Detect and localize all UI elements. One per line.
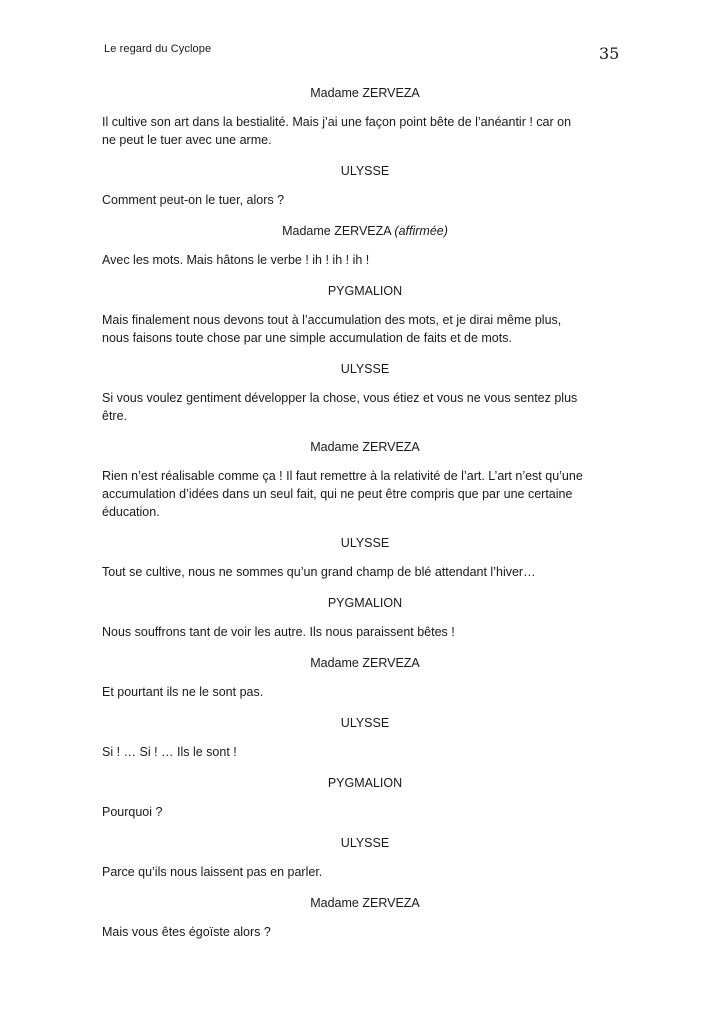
line-text: Mais vous êtes égoïste alors ?: [102, 925, 271, 939]
line-text: Avec les mots. Mais hâtons le verbe ! ih ! ih ! ih !: [102, 253, 370, 267]
dialogue-line: [102, 803, 602, 821]
speaker-name: [102, 895, 622, 912]
dialogue-entry: [102, 895, 622, 941]
dialogue-line: [102, 863, 602, 881]
line-text: Nous souffrons tant de voir les autre. Ils nous paraissent bêtes !: [102, 625, 455, 639]
dialogue-entry: [102, 283, 622, 347]
line-text: Comment peut-on le tuer, alors ?: [102, 193, 285, 207]
dialogue-line: [102, 467, 602, 521]
speaker-name: [102, 439, 622, 456]
dialogue-line: [102, 743, 602, 761]
speaker-label: Madame ZERVEZA: [310, 86, 420, 100]
dialogue-entry: [102, 835, 622, 881]
dialogue-entry: [102, 163, 622, 209]
dialogue-entry: [102, 775, 622, 821]
dialogue-body: [102, 85, 622, 955]
speaker-label: Madame ZERVEZA: [282, 224, 391, 238]
speaker-name: [102, 835, 622, 852]
running-title: Le regard du Cyclope: [104, 43, 212, 55]
speaker-name: [102, 163, 622, 180]
speaker-label: PYGMALION: [327, 776, 403, 790]
speaker-name: [102, 223, 622, 240]
line-text: Parce qu’ils nous laissent pas en parler.: [102, 865, 323, 879]
dialogue-line: [102, 923, 602, 941]
dialogue-line: [102, 563, 602, 581]
line-text: Tout se cultive, nous ne sommes qu’un grand champ de blé attendant l’hiver…: [102, 565, 536, 579]
dialogue-line: [102, 251, 602, 269]
speaker-label: Madame ZERVEZA: [310, 656, 420, 670]
line-text: Et pourtant ils ne le sont pas.: [102, 685, 264, 699]
speaker-label: Madame ZERVEZA: [310, 440, 420, 454]
stage-direction: (affirmée): [394, 224, 448, 238]
dialogue-line: [102, 623, 602, 641]
line-text: être.: [102, 409, 128, 423]
dialogue-line: [102, 113, 602, 149]
dialogue-entry: [102, 439, 622, 521]
dialogue-entry: [102, 535, 622, 581]
line-text: Si vous voulez gentiment développer la chose, vous étiez et vous ne vous sentez plus: [102, 391, 578, 405]
dialogue-entry: [102, 85, 622, 149]
dialogue-line: [102, 311, 602, 347]
line-text: Il cultive son art dans la bestialité. Mais j’ai une façon point bête de l’anéantir ! car on: [102, 115, 572, 129]
speaker-name: [102, 775, 622, 792]
line-text: Mais finalement nous devons tout à l’accumulation des mots, et je dirai même plus,: [102, 313, 562, 327]
speaker-name: [102, 361, 622, 378]
speaker-name: [102, 85, 622, 102]
line-text: ne peut le tuer avec une arme.: [102, 133, 272, 147]
dialogue-entry: [102, 361, 622, 425]
line-text: Rien n’est réalisable comme ça ! Il faut remettre à la relativité de l’art. L’art n’est qu’une: [102, 469, 583, 483]
dialogue-line: [102, 389, 602, 425]
page-number: 35: [599, 44, 620, 63]
speaker-label: ULYSSE: [340, 536, 390, 550]
dialogue-line: [102, 191, 602, 209]
speaker-name: [102, 283, 622, 300]
speaker-label: ULYSSE: [340, 164, 390, 178]
line-text: nous faisons toute chose par une simple accumulation de faits et de mots.: [102, 331, 512, 345]
speaker-name: [102, 595, 622, 612]
dialogue-line: [102, 683, 602, 701]
speaker-name: [102, 535, 622, 552]
speaker-name: [102, 655, 622, 672]
speaker-label: Madame ZERVEZA: [310, 896, 420, 910]
speaker-label: ULYSSE: [340, 362, 390, 376]
dialogue-entry: [102, 715, 622, 761]
line-text: Si ! … Si ! … Ils le sont !: [102, 745, 237, 759]
dialogue-entry: [102, 595, 622, 641]
speaker-label: PYGMALION: [327, 596, 403, 610]
speaker-label: ULYSSE: [340, 716, 390, 730]
line-text: éducation.: [102, 505, 160, 519]
dialogue-entry: [102, 223, 622, 269]
speaker-label: ULYSSE: [340, 836, 390, 850]
speaker-label: PYGMALION: [327, 284, 403, 298]
line-text: accumulation d’idées dans un seul fait, qui ne peut être compris que par une certaine: [102, 487, 573, 501]
speaker-name: [102, 715, 622, 732]
line-text: Pourquoi ?: [102, 805, 163, 819]
dialogue-entry: [102, 655, 622, 701]
